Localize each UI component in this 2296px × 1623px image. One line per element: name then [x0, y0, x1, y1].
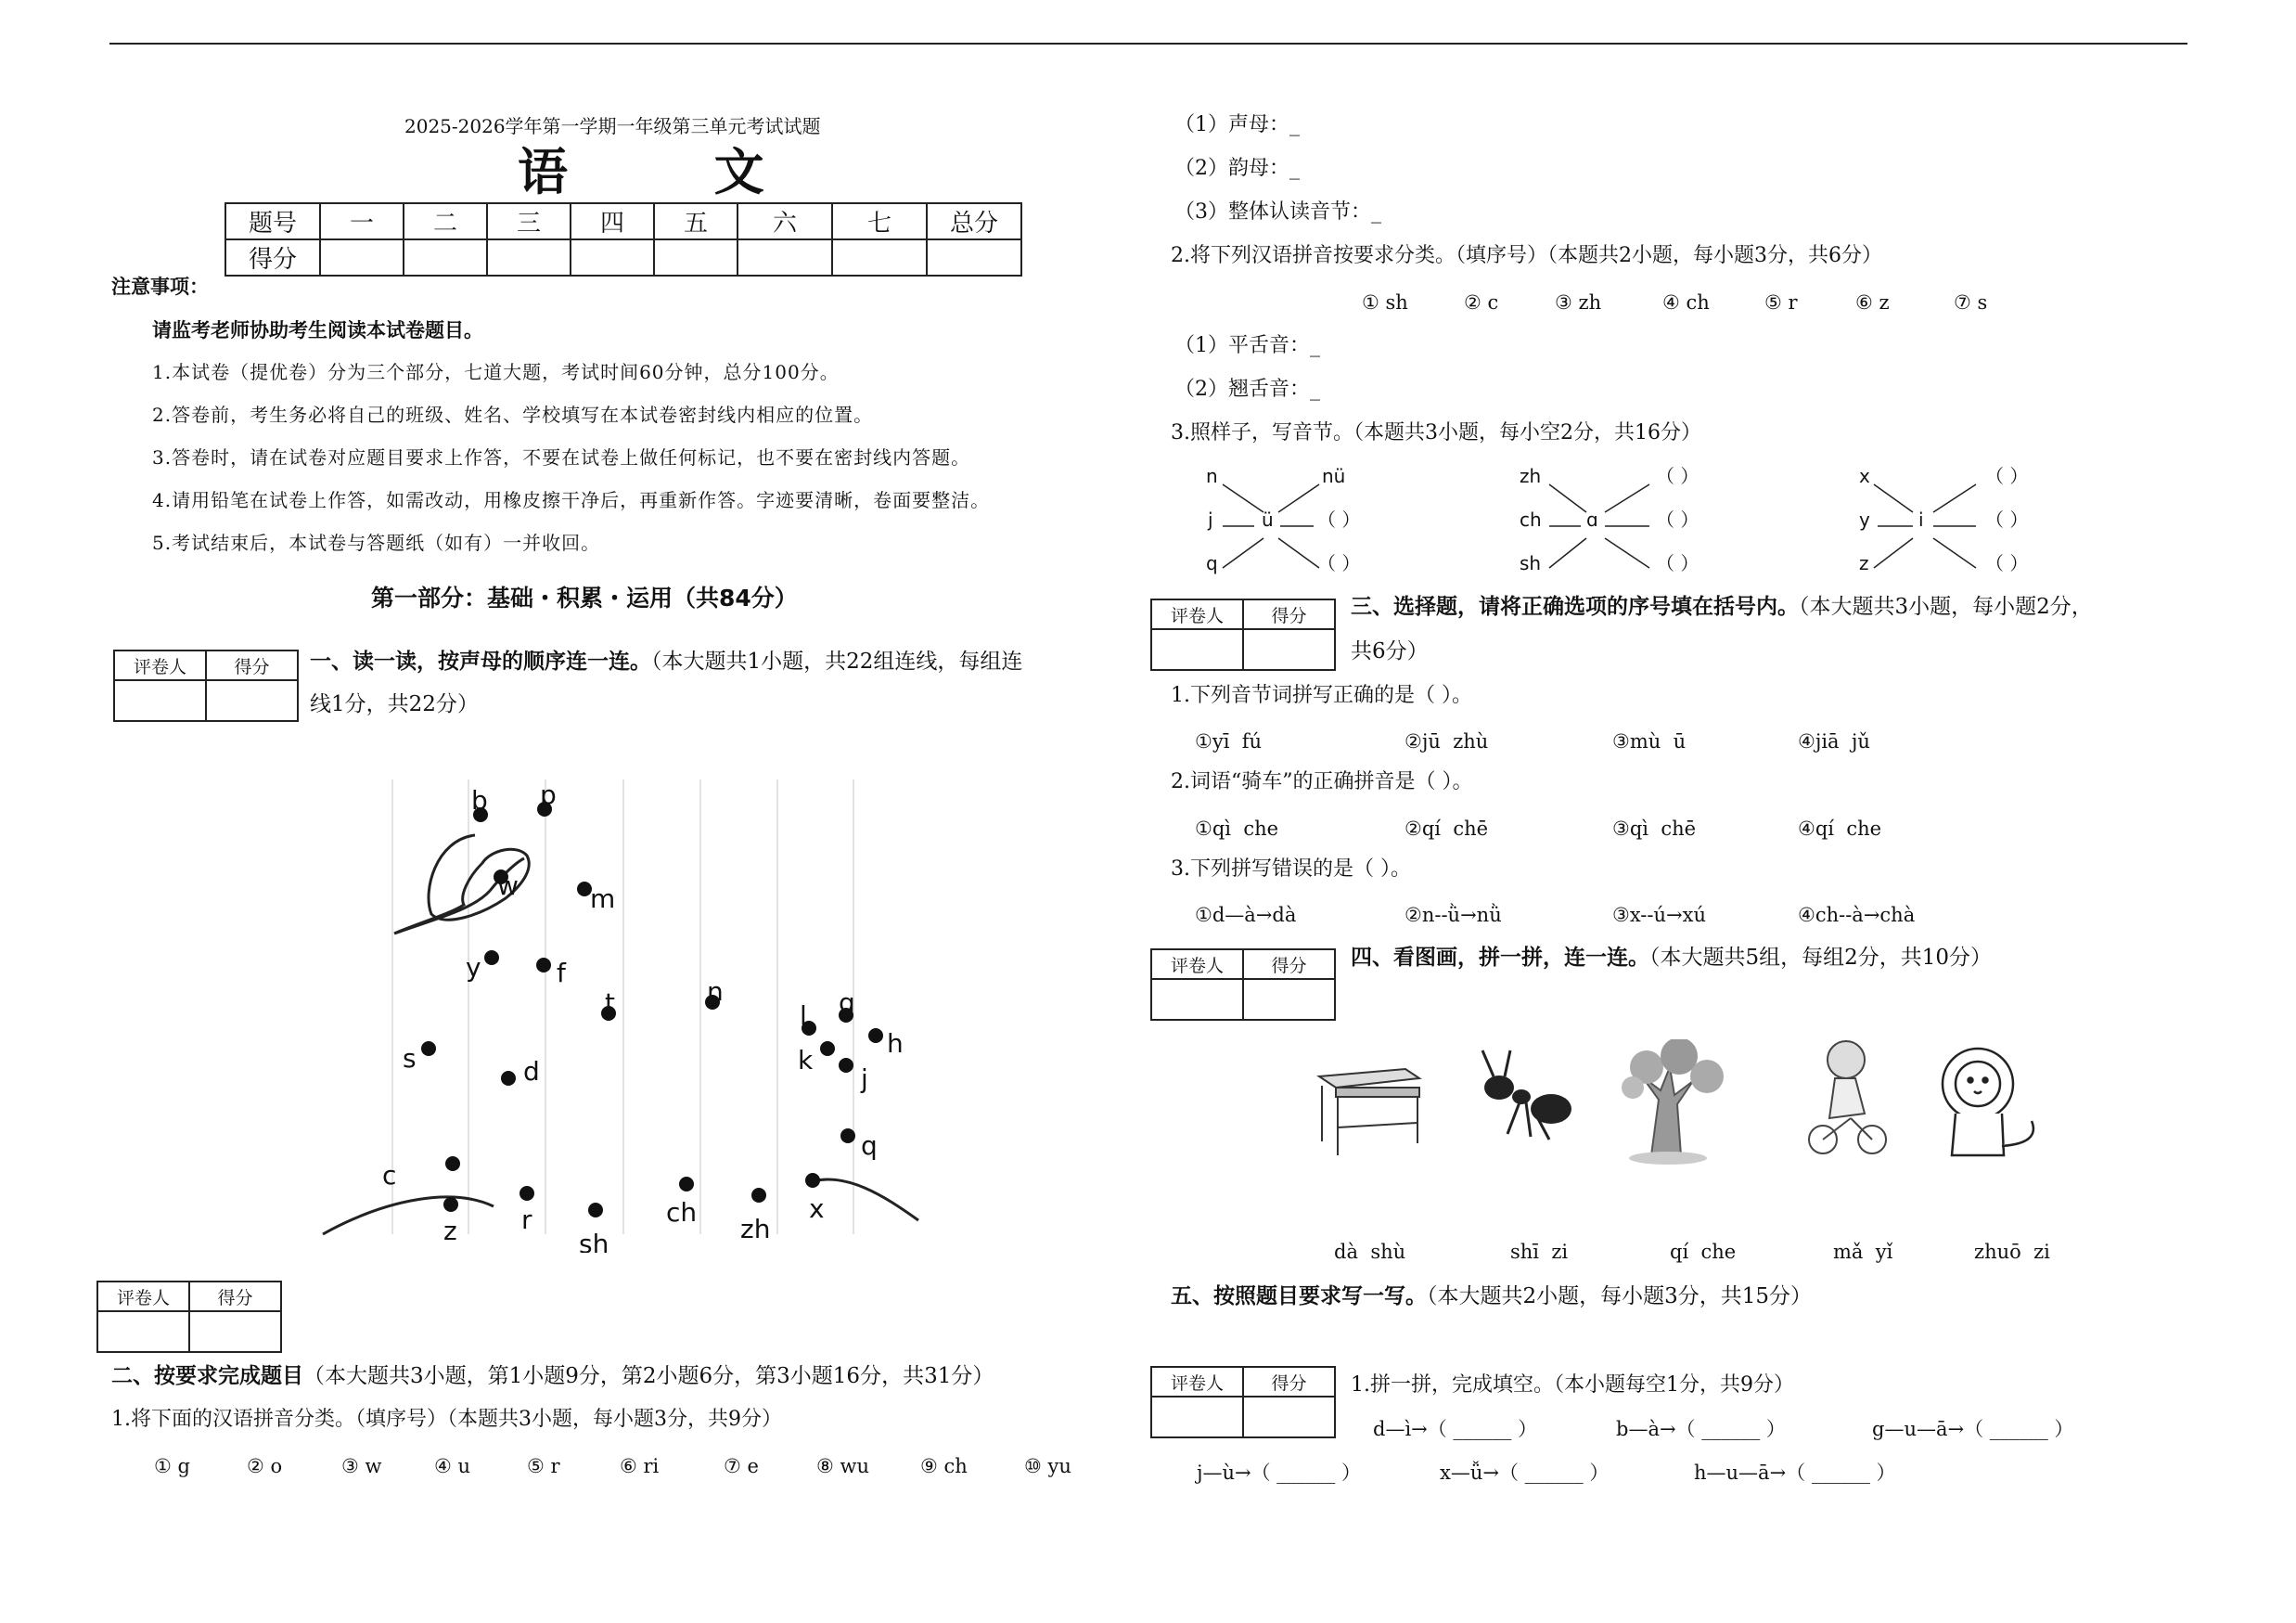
reviewer-cell[interactable]	[97, 1311, 189, 1352]
score-cell[interactable]	[404, 239, 487, 276]
dot-q[interactable]	[840, 1128, 855, 1143]
fan1-mid: ü	[1262, 509, 1274, 531]
q4-title: 四、看图画，拼一拼，连一连。	[1351, 946, 1649, 970]
note-item: 4.请用铅笔在试卷上作答，如需改动，用橡皮擦干净后，再重新作答。字迹要清晰，卷面要整洁。	[152, 489, 991, 511]
q5-fill-blank[interactable]: d—ì→（ ______ ）	[1373, 1418, 1538, 1440]
q1-desc: （本大题共1小题，共22组连线，每组连	[651, 650, 1023, 674]
fan2-right: （ ）	[1656, 465, 1700, 487]
dot-label-ch: ch	[666, 1197, 698, 1228]
q3-option[interactable]: ②qí chē	[1405, 818, 1489, 840]
score-header-cell: 二	[404, 203, 487, 239]
fan3-right: （ ）	[1985, 465, 2029, 487]
q2-sub2-option: ① sh	[1362, 291, 1408, 314]
note-item: 3.答卷时，请在试卷对应题目要求上作答，不要在试卷上做任何标记，也不要在密封线内答题。	[152, 446, 971, 469]
q2-sub1-option: ⑩ yu	[1024, 1455, 1071, 1477]
score-header-cell: 五	[654, 203, 738, 239]
reviewer-label: 评卷人	[114, 650, 206, 680]
reviewer-box	[1150, 1366, 1336, 1438]
dot-label-s: s	[403, 1043, 417, 1074]
desk-picture	[1319, 1069, 1419, 1155]
fan3-left: z	[1859, 552, 1869, 574]
q4-pinyin[interactable]: mǎ yǐ	[1833, 1241, 1893, 1263]
q3-heading	[1351, 592, 2093, 622]
q5-title: 五、按照题目要求写一写。	[1171, 1284, 1427, 1308]
q3-option[interactable]: ③mù ū	[1612, 730, 1687, 753]
dot-to-dot-picture	[315, 761, 937, 1253]
q2-sub1-option: ① g	[154, 1455, 190, 1477]
dot-label-k: k	[798, 1045, 814, 1076]
score-cell[interactable]	[1243, 1397, 1335, 1437]
q5-desc: （本大题共2小题，每小题3分，共15分）	[1427, 1284, 1813, 1308]
q3-option[interactable]: ①d—à→dà	[1195, 904, 1297, 926]
q2-sub1-option: ⑧ wu	[816, 1455, 870, 1477]
q5-fill-blank[interactable]: b—à→（ ______ ）	[1616, 1418, 1786, 1440]
dot-label-p: p	[540, 779, 557, 810]
score-label: 得分	[189, 1282, 281, 1311]
dot-j[interactable]	[839, 1058, 853, 1073]
reviewer-box	[96, 1281, 282, 1353]
note-item: 1.本试卷（提优卷）分为三个部分，七道大题，考试时间60分钟，总分100分。	[152, 361, 840, 383]
dot-z[interactable]	[443, 1197, 458, 1212]
reviewer-label: 评卷人	[1151, 1367, 1243, 1397]
q2-sub3: 3.照样子，写音节。（本题共3小题，每小空2分，共16分）	[1171, 421, 1701, 444]
ant-picture	[1482, 1050, 1571, 1140]
q3-option[interactable]: ②n--ǜ→nǜ	[1405, 904, 1502, 926]
reviewer-box	[1150, 948, 1336, 1021]
dot-k[interactable]	[820, 1041, 835, 1056]
score-cell[interactable]	[571, 239, 654, 276]
dot-y[interactable]	[484, 950, 499, 965]
q2-desc: （本大题共3小题，第1小题9分，第2小题6分，第3小题16分，共31分）	[303, 1364, 994, 1388]
q2-sub1-answer[interactable]: （2）韵母：_	[1174, 157, 1300, 180]
q5-fill-blank[interactable]: h—u—ā→（ ______ ）	[1694, 1462, 1896, 1484]
q4-pinyin[interactable]: qí che	[1670, 1241, 1737, 1263]
q3-desc-cont: 共6分）	[1351, 639, 1429, 663]
notes-lead: 请监考老师协助考生阅读本试卷题目。	[152, 319, 483, 341]
dot-label-z: z	[443, 1216, 457, 1246]
score-header-cell: 一	[320, 203, 404, 239]
q5-sub1: 1.拼一拼，完成填空。（本小题每空1分，共9分）	[1351, 1373, 1794, 1397]
score-cell[interactable]	[189, 1311, 281, 1352]
q2-sub2-option: ③ zh	[1555, 291, 1602, 314]
reviewer-label: 评卷人	[1151, 949, 1243, 979]
q1-heading	[310, 647, 1022, 676]
score-label: 得分	[1243, 949, 1335, 979]
score-cell[interactable]	[654, 239, 738, 276]
score-row-label: 得分	[225, 239, 320, 276]
fan-group-2	[1520, 465, 1699, 574]
score-label: 得分	[1243, 1367, 1335, 1397]
reviewer-label: 评卷人	[97, 1282, 189, 1311]
notes-heading: 注意事项：	[111, 276, 209, 298]
q5-heading	[1171, 1282, 1812, 1311]
q2-sub1-answer[interactable]: （1）声母：_	[1174, 113, 1300, 136]
fan1-left: n	[1206, 465, 1218, 487]
fan-group-3	[1859, 465, 2028, 574]
q2-sub1-option: ⑨ ch	[920, 1455, 968, 1477]
fan2-right: （ ）	[1656, 552, 1700, 574]
q5-fill-blank[interactable]: j—ù→（ ______ ）	[1197, 1462, 1361, 1484]
score-cell[interactable]	[927, 239, 1021, 276]
q2-sub1: 1.将下面的汉语拼音分类。（填序号）（本题共3小题，每小题3分，共9分）	[111, 1408, 782, 1431]
fan3-left: y	[1859, 509, 1870, 531]
dot-group	[382, 779, 904, 1253]
q2-title: 二、按要求完成题目	[111, 1364, 303, 1388]
q2-sub2-answer[interactable]: （1）平舌音：_	[1174, 334, 1320, 357]
q4-desc: （本大题共5组，每组2分，共10分）	[1649, 946, 1993, 970]
score-label: 得分	[1243, 599, 1335, 629]
reviewer-label: 评卷人	[1151, 599, 1243, 629]
score-header-cell: 七	[832, 203, 927, 239]
dot-f[interactable]	[536, 958, 551, 973]
score-header-cell: 四	[571, 203, 654, 239]
dot-x[interactable]	[805, 1173, 820, 1188]
q2-sub1-option: ⑦ e	[724, 1455, 759, 1477]
dot-label-f: f	[557, 958, 566, 988]
dot-label-x: x	[809, 1193, 825, 1224]
fan1-right: （ ）	[1317, 552, 1361, 574]
score-cell[interactable]	[206, 680, 298, 721]
dot-label-q: q	[861, 1130, 878, 1161]
dot-h[interactable]	[868, 1028, 883, 1043]
q3-option[interactable]: ③x--ú→xú	[1612, 904, 1706, 926]
dot-label-b: b	[471, 785, 488, 816]
dot-label-g: g	[839, 987, 855, 1018]
dot-s[interactable]	[421, 1041, 436, 1056]
q2-sub2-option: ⑤ r	[1764, 291, 1798, 314]
q3-option[interactable]: ④qí che	[1798, 818, 1882, 840]
part1-title: 第一部分：基础・积累・运用（共84分）	[371, 585, 798, 612]
reviewer-box	[1150, 599, 1336, 671]
fan3-right: （ ）	[1985, 509, 2029, 531]
fan2-right: （ ）	[1656, 509, 1700, 531]
q2-sub1-option: ⑥ ri	[620, 1455, 660, 1477]
reviewer-cell[interactable]	[114, 680, 206, 721]
q2-heading	[111, 1361, 994, 1391]
score-header-cell: 三	[487, 203, 571, 239]
q3-option[interactable]: ①qì che	[1195, 818, 1279, 840]
reviewer-cell[interactable]	[1151, 1397, 1243, 1437]
fan2-left: zh	[1520, 465, 1542, 487]
dot-label-c: c	[382, 1160, 397, 1191]
reviewer-cell[interactable]	[1151, 629, 1243, 670]
fan3-mid: i	[1918, 509, 1924, 531]
q2-sub2-option: ⑥ z	[1855, 291, 1890, 314]
score-cell[interactable]	[832, 239, 927, 276]
dot-r[interactable]	[519, 1186, 534, 1201]
score-table	[224, 202, 1022, 277]
score-cell[interactable]	[1243, 629, 1335, 670]
q2-sub2-option: ② c	[1464, 291, 1499, 314]
q3-question: 3.下列拼写错误的是（ ）。	[1171, 857, 1411, 881]
dot-zh[interactable]	[751, 1188, 766, 1203]
q5-fill-blank[interactable]: x—ǚ→（ ______ ）	[1440, 1462, 1610, 1484]
dot-label-t: t	[605, 987, 615, 1018]
score-cell[interactable]	[1243, 979, 1335, 1020]
dot-label-n: n	[707, 976, 724, 1007]
dot-ch[interactable]	[679, 1177, 694, 1191]
q2-sub1-option: ③ w	[341, 1455, 382, 1477]
q2-sub1-option: ② o	[247, 1455, 283, 1477]
note-item: 5.考试结束后，本试卷与答题纸（如有）一并收回。	[152, 532, 601, 554]
q2-sub1-option: ④ u	[434, 1455, 471, 1477]
exam-title: 语 文	[518, 143, 802, 201]
score-header-cell: 题号	[225, 203, 320, 239]
fan2-mid: ɑ	[1586, 509, 1598, 531]
score-cell[interactable]	[320, 239, 404, 276]
fan3-right: （ ）	[1985, 552, 2029, 574]
dot-label-h: h	[887, 1028, 904, 1059]
dot-label-m: m	[590, 883, 616, 914]
q3-question: 1.下列音节词拼写正确的是（ ）。	[1171, 684, 1472, 707]
dot-label-zh: zh	[740, 1214, 771, 1244]
exam-subtitle: 2025-2026学年第一学期一年级第三单元考试试题	[404, 115, 821, 137]
top-rule	[109, 43, 2187, 45]
fan3-left: x	[1859, 465, 1870, 487]
q1-title: 一、读一读，按声母的顺序连一连。	[310, 650, 651, 674]
picture-row	[1308, 1039, 2069, 1169]
dot-label-j: j	[861, 1063, 868, 1094]
q3-option[interactable]: ②jū zhù	[1405, 730, 1489, 753]
child-cycling-picture	[1809, 1041, 1886, 1153]
q3-option[interactable]: ④ch--à→chà	[1798, 904, 1916, 926]
score-header-cell: 六	[738, 203, 832, 239]
dot-label-w: w	[497, 870, 519, 901]
q4-pinyin[interactable]: dà shù	[1334, 1241, 1406, 1263]
q2-sub1-answer[interactable]: （3）整体认读音节：_	[1174, 200, 1381, 224]
dot-label-r: r	[521, 1204, 532, 1235]
reviewer-cell[interactable]	[1151, 979, 1243, 1020]
q3-option[interactable]: ①yī fú	[1195, 730, 1263, 753]
fan1-left: q	[1206, 552, 1218, 574]
q2-sub1-option: ⑤ r	[527, 1455, 560, 1477]
q3-title: 三、选择题，请将正确选项的序号填在括号内。	[1351, 595, 1799, 619]
q3-desc: （本大题共3小题，每小题2分，	[1799, 595, 2093, 619]
q4-heading	[1351, 943, 1992, 973]
score-label: 得分	[206, 650, 298, 680]
score-header-cell: 总分	[927, 203, 1021, 239]
tree-picture	[1622, 1039, 1724, 1165]
fan1-right: nü	[1322, 465, 1346, 487]
dot-label-l: l	[800, 1000, 807, 1031]
reviewer-box	[113, 650, 299, 722]
note-item: 2.答卷前，考生务必将自己的班级、姓名、学校填写在本试卷密封线内相应的位置。	[152, 404, 874, 426]
q5-fill-blank[interactable]: g—u—ā→（ ______ ）	[1872, 1418, 2074, 1440]
q2-sub2-option: ④ ch	[1662, 291, 1710, 314]
q4-pinyin[interactable]: zhuō zi	[1974, 1241, 2050, 1263]
dot-d[interactable]	[501, 1071, 516, 1086]
dot-c[interactable]	[445, 1156, 460, 1171]
fan-group-1	[1206, 465, 1360, 574]
score-cell[interactable]	[738, 239, 832, 276]
fan1-left: j	[1208, 509, 1213, 531]
q2-sub2-option: ⑦ s	[1954, 291, 1988, 314]
q3-option[interactable]: ③qì chē	[1612, 818, 1697, 840]
lion-picture	[1943, 1049, 2033, 1155]
dot-label-sh: sh	[579, 1229, 609, 1253]
q2-sub2: 2.将下列汉语拼音按要求分类。（填序号）（本题共2小题，每小题3分，共6分）	[1171, 244, 1882, 267]
q3-question: 2.词语“骑车”的正确拼音是（ ）。	[1171, 770, 1473, 793]
dot-label-y: y	[466, 952, 481, 983]
q4-pinyin[interactable]: shī zi	[1510, 1241, 1569, 1263]
q1-desc-cont: 线1分，共22分）	[310, 692, 479, 716]
score-cell[interactable]	[487, 239, 571, 276]
dot-sh[interactable]	[588, 1203, 603, 1217]
fan2-left: sh	[1520, 552, 1542, 574]
q2-sub2-answer[interactable]: （2）翘舌音：_	[1174, 378, 1320, 401]
q3-option[interactable]: ④jiā jǔ	[1798, 730, 1870, 753]
syllable-fan-diagram	[1197, 459, 2180, 585]
dot-label-d: d	[523, 1056, 540, 1087]
fan2-left: ch	[1520, 509, 1542, 531]
background-gridlines	[392, 779, 853, 1234]
fan1-right: （ ）	[1317, 509, 1361, 531]
